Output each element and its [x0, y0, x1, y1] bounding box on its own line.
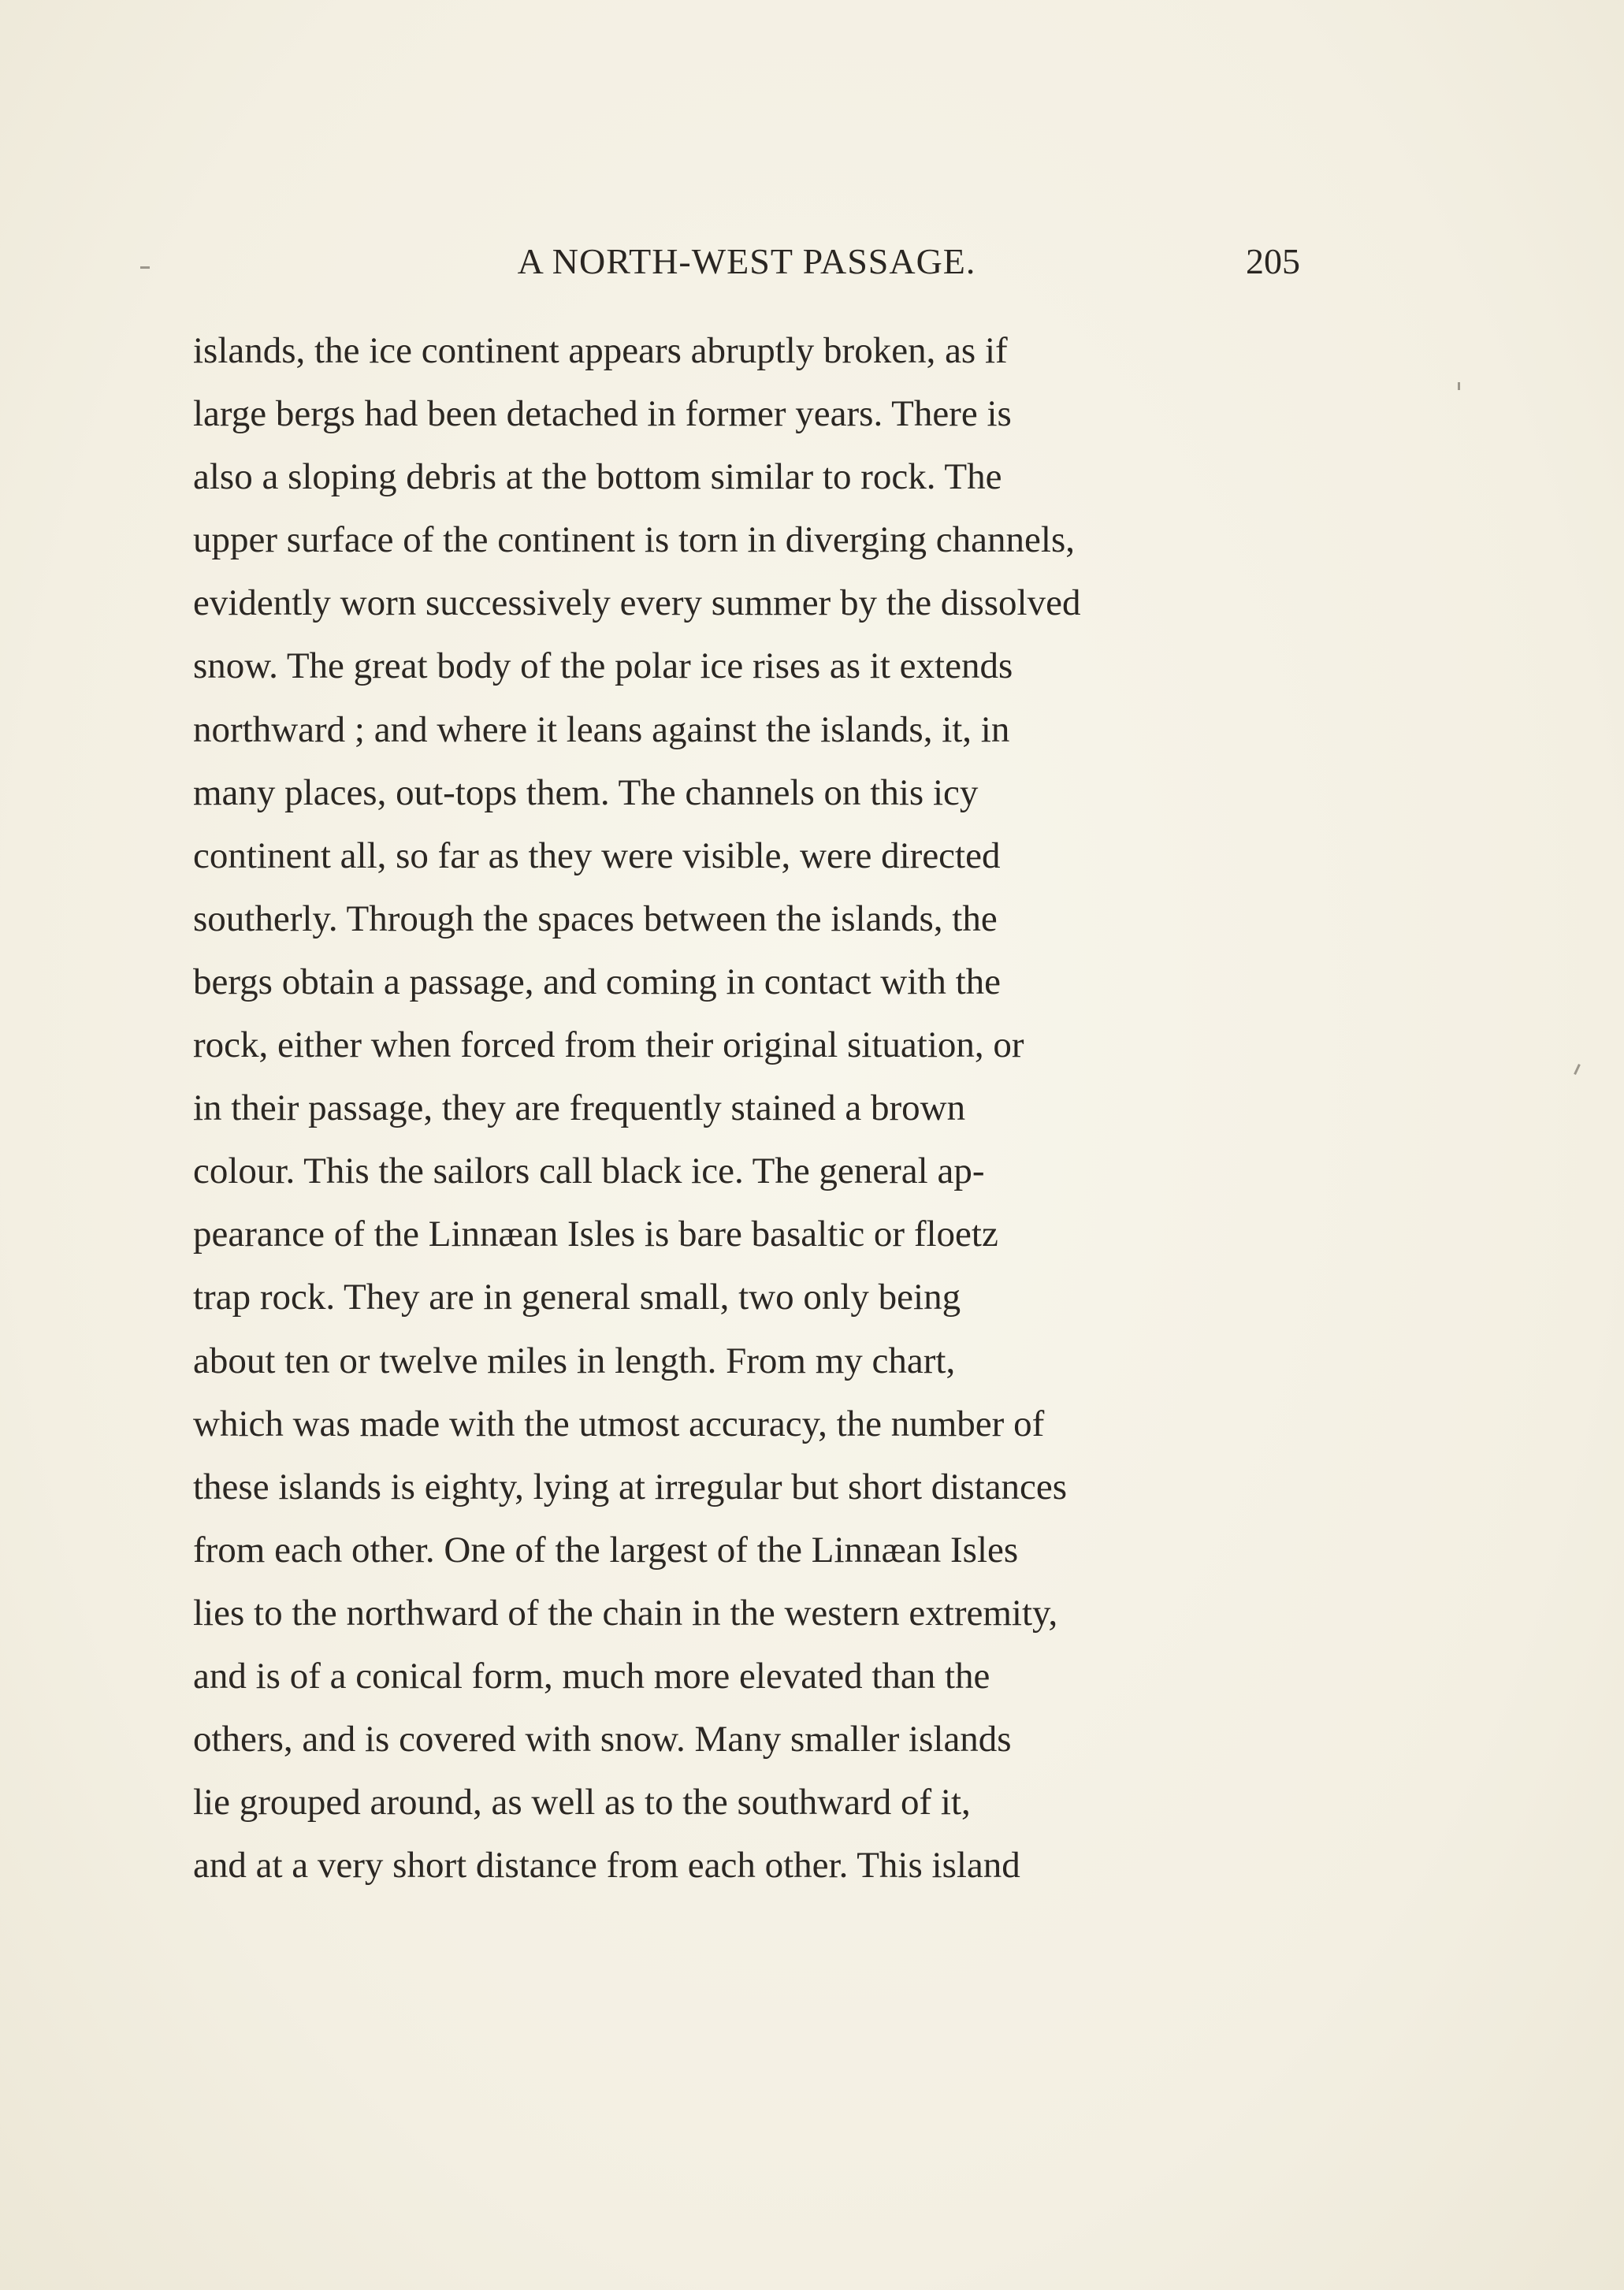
stray-mark: [1574, 1064, 1581, 1075]
text-line: evidently worn successively every summer by the dissolved: [193, 582, 1081, 624]
text-line: southerly. Through the spaces between the islands, the: [193, 898, 998, 939]
text-line: from each other. One of the largest of the Linnæan Isles: [193, 1529, 1019, 1571]
text-line: which was made with the utmost accuracy, the number of: [193, 1403, 1045, 1444]
text-line: continent all, so far as they were visible, were directed: [193, 835, 1001, 876]
text-line: northward ; and where it leans against the islands, it, in: [193, 708, 1010, 750]
text-line: lie grouped around, as well as to the southward of it,: [193, 1782, 971, 1823]
running-title: A NORTH-WEST PASSAGE.: [517, 241, 976, 281]
text-line: many places, out-tops them. The channels on this icy: [193, 771, 979, 813]
text-line: and at a very short distance from each other. This island: [193, 1845, 1020, 1887]
stray-mark: [140, 266, 150, 269]
text-line: snow. The great body of the polar ice rises as it extends: [193, 645, 1013, 687]
text-line: and is of a conical form, much more elevated than the: [193, 1655, 990, 1697]
text-line: trap rock. They are in general small, two only being: [193, 1277, 961, 1318]
text-line: in their passage, they are frequently stained a brown: [193, 1087, 966, 1129]
body-text: [193, 319, 1300, 1897]
stray-mark: [1458, 382, 1460, 390]
text-line: about ten or twelve miles in length. From my chart,: [193, 1340, 956, 1381]
text-line: pearance of the Linnæan Isles is bare basaltic or floetz: [193, 1214, 998, 1255]
text-line: colour. This the sailors call black ice. The general ap-: [193, 1151, 985, 1192]
text-line: these islands is eighty, lying at irregular but short distances: [193, 1466, 1068, 1507]
running-head: [193, 240, 1300, 288]
text-line: upper surface of the continent is torn in diverging channels,: [193, 519, 1075, 561]
text-line: others, and is covered with snow. Many smaller islands: [193, 1719, 1012, 1760]
text-line: large bergs had been detached in former years. There is: [193, 393, 1012, 435]
text-line: also a sloping debris at the bottom similar to rock. The: [193, 456, 1002, 498]
text-line: rock, either when forced from their original situation, or: [193, 1024, 1024, 1066]
text-line: lies to the northward of the chain in the western extremity,: [193, 1592, 1058, 1634]
page-number: 205: [1246, 241, 1300, 281]
text-line: islands, the ice continent appears abruptly broken, as if: [193, 330, 1008, 371]
text-line: bergs obtain a passage, and coming in contact with the: [193, 961, 1002, 1002]
